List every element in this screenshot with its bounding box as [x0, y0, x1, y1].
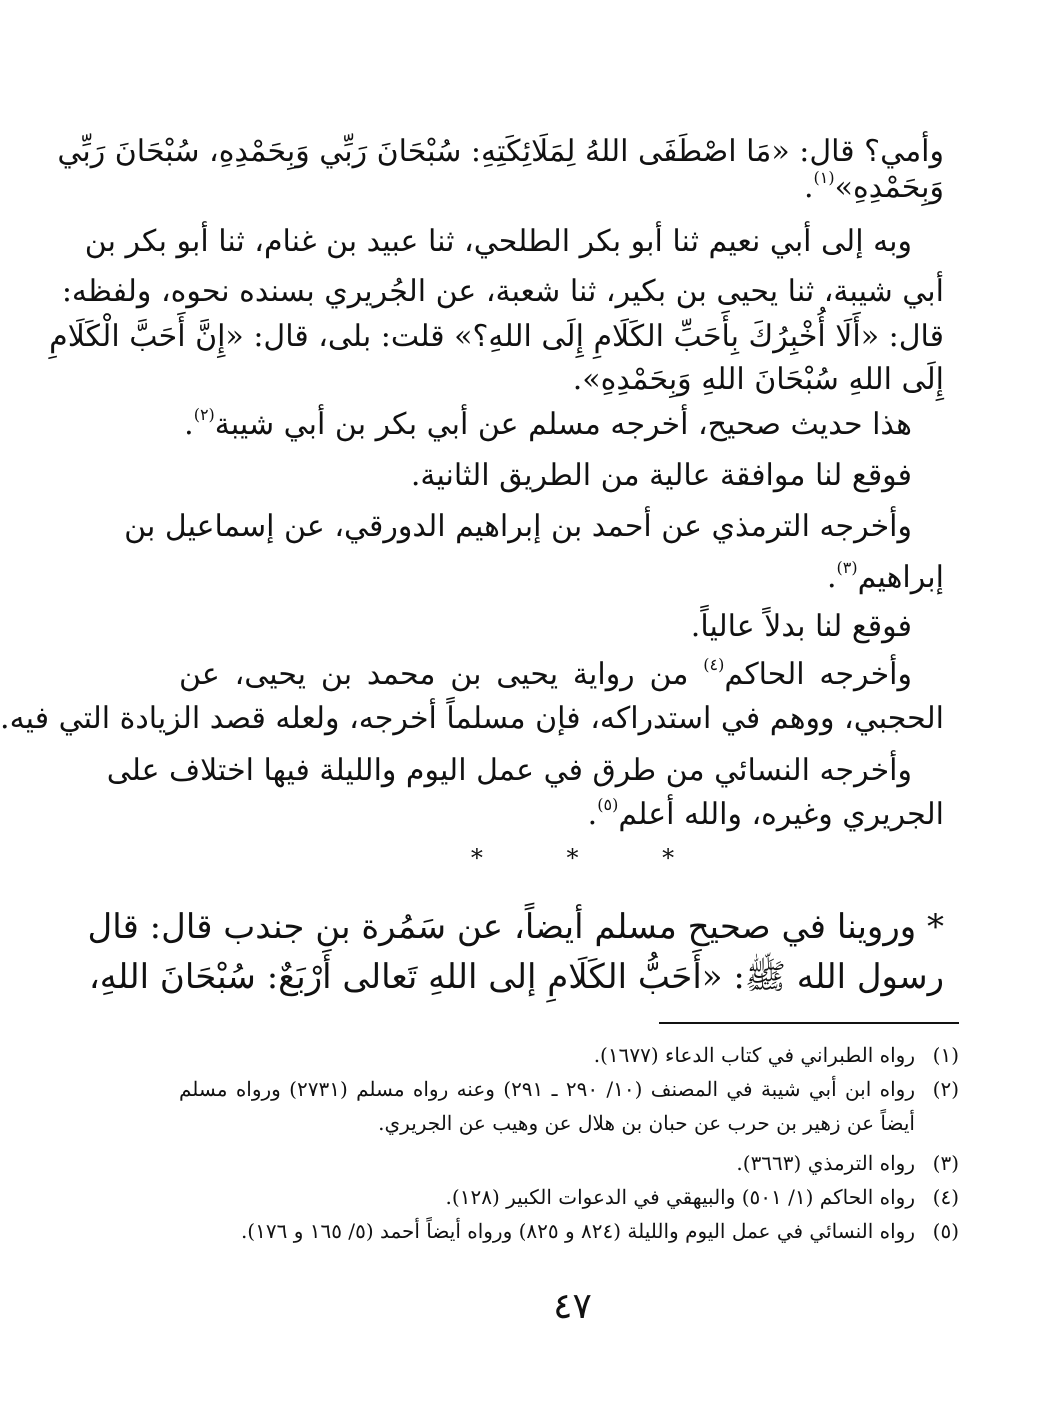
footnote-number: (١) — [932, 1043, 959, 1067]
text-line-9: وأخرجه الترمذي عن أحمد بن إبراهيم الدورقي، عن إسماعيل بن — [124, 509, 912, 544]
footnote-2 — [179, 1072, 959, 1106]
footnote-ref-1: (١) — [813, 168, 835, 187]
footnote-text: رواه ابن أبي شيبة في المصنف (١٠/ ٢٩٠ ـ ٢٩١) وعنه رواه مسلم (٢٧٣١) ورواه مسلم — [179, 1077, 915, 1101]
footnote-1 — [179, 1038, 959, 1072]
footnote-number: (٣) — [932, 1151, 959, 1175]
footnote-ref-5: (٥) — [597, 795, 619, 814]
text-line-12: وأخرجه الحاكم$^{(٤)}$ من رواية يحيى بن محمد بن يحيى، عن — [179, 655, 912, 692]
text-line-17: رسول الله ﷺ: «أَحَبُّ الكَلَامِ إلى اللهِ تَعالى أَرْبَعٌ: سُبْحَانَ اللهِ، — [88, 957, 944, 997]
asterisk-2: * — [566, 844, 579, 872]
text-line-13: الحجبي، ووهم في استدراكه، فإن مسلماً أخرجه، ولعله قصد الزيادة التي فيه. — [0, 701, 944, 736]
text-line-3: وبه إلى أبي نعيم ثنا أبو بكر الطلحي، ثنا عبيد بن غنام، ثنا أبو بكر بن — [84, 224, 912, 259]
text-line-7: هذا حديث صحيح، أخرجه مسلم عن أبي بكر بن أبي شيبة$^{(٢)}$. — [184, 405, 912, 442]
section-divider — [81, 838, 1064, 878]
text-line-4: أبي شيبة، ثنا يحيى بن بكير، ثنا شعبة، عن الجُريري بسنده نحوه، ولفظه: — [61, 274, 944, 309]
footnote-text: رواه الطبراني في كتاب الدعاء (١٦٧٧). — [593, 1043, 915, 1067]
asterisk-3: * — [662, 844, 675, 872]
footnote-ref-4: (٤) — [703, 655, 725, 674]
footnote-text: رواه الترمذي (٣٦٦٣). — [736, 1151, 915, 1175]
footnote-number: (٤) — [932, 1185, 959, 1209]
footnote-number: (٥) — [932, 1219, 959, 1243]
footnote-5 — [179, 1214, 959, 1248]
text-line-15: الجريري وغيره، والله أعلم$^{(٥)}$. — [587, 795, 944, 832]
footnote-ref-2: (٢) — [193, 405, 215, 424]
text-line-14: وأخرجه النسائي من طرق في عمل اليوم والليلة فيها اختلاف على — [106, 753, 912, 788]
footnote-number: (٢) — [932, 1077, 959, 1101]
text-line-5: قال: «أَلَا أُخْبِرُكَ بِأَحَبِّ الكَلَامِ إِلَى اللهِ؟» قلت: بلى، قال: «إِنَّ أَحَبَّ الْكَلَامِ — [49, 319, 944, 354]
footnote-text: رواه النسائي في عمل اليوم والليلة (٨٢٤ و ٨٢٥) ورواه أيضاً أحمد (٥/ ١٦٥ و ١٧٦). — [240, 1219, 915, 1243]
footnote-text: أيضاً عن زهير بن حرب عن حبان بن هلال عن وهيب عن الجريري. — [378, 1111, 915, 1135]
text-line-10: إبراهيم$^{(٣)}$. — [826, 558, 944, 595]
text-line-16: * وروينا في صحيح مسلم أيضاً، عن سَمُرة بن جندب قال: قال — [87, 907, 944, 947]
text-line-6: إِلَى اللهِ سُبْحَانَ اللهِ وَبِحَمْدِهِ». — [572, 362, 944, 397]
page-number: ٤٧ — [553, 1286, 592, 1327]
footnote-text: رواه الحاكم (١/ ٥٠١) والبيهقي في الدعوات الكبير (١٢٨). — [445, 1185, 915, 1209]
footnote-separator — [659, 1022, 959, 1024]
asterisk-1: * — [470, 844, 483, 872]
text-line-8: فوقع لنا موافقة عالية من الطريق الثانية. — [410, 458, 912, 493]
footnote-3 — [179, 1146, 959, 1180]
footnote-2-continuation — [179, 1106, 915, 1140]
footnote-4 — [179, 1180, 959, 1214]
text-line-2: وَبِحَمْدِهِ»$^{(١)}$. — [803, 168, 944, 205]
footnote-ref-3: (٣) — [836, 558, 858, 577]
text-line-11: فوقع لنا بدلاً عالياً. — [690, 609, 912, 644]
text-line-1: وأمي؟ قال: «مَا اصْطَفَى اللهُ لِمَلَائِكَتِهِ: سُبْحَانَ رَبِّي وَبِحَمْدِهِ، سُبْحَانَ رَبِّي — [57, 134, 944, 169]
